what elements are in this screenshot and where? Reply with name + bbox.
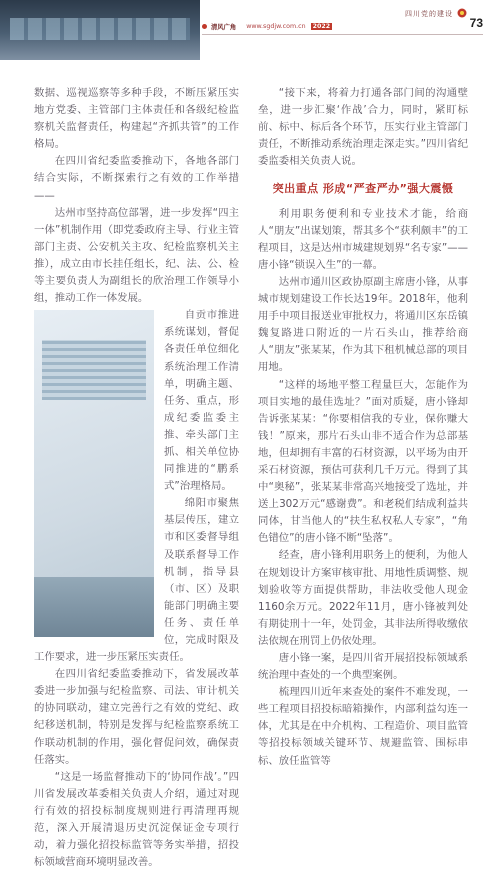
inline-photo-control-room <box>34 310 154 637</box>
paragraph: 自贡市推进系统谋划，督促各责任单位细化系统治理工作清单，明确主题、任务、重点，形成纪委监委主推、牵头部门主抓、相关单位协同推进的“鹏系式”治理格局。 <box>164 309 239 493</box>
paragraph: “这样的场地平整工程量巨大，怎能作为项目实地的最佳选址？”面对质疑，唐小锋却告诉张某某：“你要相信我的专业，保你赚大钱！”原来，那片石头山非不适合作为总部基地，但却拥有丰富的石材资源，以平场为由开采石材资源，预估可获利几千万元。得到了其中“奥秘”，张某某非常高兴地接受了选址，并送上302万元“感谢费”。和老税们结成利益共同体，甘当他人的“扶生私权私人专家”，“角色错位”的唐小锋不断“坠落”。 <box>258 378 468 545</box>
section-name: 清风广角 <box>211 24 237 31</box>
paragraph: 梳理四川近年来查处的案件不难发现，一些工程项目招投标暗箱操作，内部利益勾连一体，尤其是在中介机构、工程造价、项目监管等招投标领域关键环节、规避监管、围标串标、放任监管等 <box>258 686 468 767</box>
paragraph: 经查，唐小锋利用职务上的便利，为他人在规划设计方案审核审批、用地性质调整、规划验收等方面提供帮助，非法收受他人现金1160余万元。2022年11月，唐小锋被判处有期徒刑十一年，处罚金，其非法所得收缴依法依规在刑罚上仍依处理。 <box>258 549 468 647</box>
party-emblem-icon <box>457 8 467 18</box>
paragraph: 在四川省纪委监委推动下，省发展改革委进一步加强与纪检监察、司法、审计机关的协同联动，建立完善行之有效的党纪、政纪移送机制，特别是发挥与纪检监察系统工作联动机制的作用，强化督促问效，确保责任落实。 <box>34 668 239 766</box>
photo-window-strip <box>10 18 190 40</box>
paragraph: 绵阳市聚焦基层传压，建立市和区委督导组及联系督导工作机制，指导县（市、区）及职能部门明确主要任务、责任单位，完成时限及工作要求，进一步压紧压实责任。 <box>34 497 239 664</box>
left-column <box>34 85 239 871</box>
issue-year: 2022 <box>312 23 331 30</box>
website-url: www.sgdjw.com.cn <box>246 23 306 30</box>
header-photo <box>0 0 200 60</box>
page-number: 73 <box>469 16 483 30</box>
paragraph: 利用职务便利和专业技术才能，给商人“朋友”出谋划策，帮其多个“获利颇丰”的工程项目，这是达州市城建规划界“名专家”——唐小锋“锁误入生”的一幕。 <box>258 207 468 271</box>
paragraph: 唐小锋一案，是四川省开展招投标领域系统治理中查处的一个典型案例。 <box>258 652 468 682</box>
paragraph: 达州市通川区政协原副主席唐小锋，从事城市规划建设工作长达19年。2018年，他利用手中项目报送业审批权力，将通川区东岳镇魏复路进口附近的一片石头山，推荐给商人“朋友”张某某，作为其下租机械总部的项目用地。 <box>258 275 468 374</box>
paragraph: 达州市坚持高位部署，进一步发挥“四主一体”机制作用（即党委政府主导、行业主管部门主责、公安机关主攻、纪检监察机关主推），成立由市长挂任组长，纪、法、公、检等主要负责人为副组长的欣治理工作领导小组，推动工作一体发展。 <box>34 206 239 305</box>
photo-desk <box>34 577 154 637</box>
header-bar <box>202 22 332 31</box>
paragraph: “接下来，将着力打通各部门间的沟通壁垒，进一步汇聚‘作战’合力，同时，紧盯标前、标中、标后各个环节，压实行业主管部门责任，不断推动系统治理走深走实。”四川省纪委监委相关负责人说。 <box>258 87 468 168</box>
header-rule <box>202 34 483 35</box>
paragraph: 数据、巡视巡察等多种手段，不断压紧压实地方党委、主管部门主体责任和各级纪检监察机关监督责任，构建起“齐抓共管”的工作格局。 <box>34 87 239 151</box>
section-heading: 突出重点 形成“严查严办”强大震慑 <box>272 182 454 196</box>
paragraph: 在四川省纪委监委推动下，各地各部门结合实际，不断探索行之有效的工作举措—— <box>34 155 239 202</box>
section-dot-icon <box>202 24 207 29</box>
paragraph: “这是一场监督推动下的‘协同作战’。”四川省发展改革委相关负责人介绍，通过对现行有效的招投标制度规则进行再清理再规范，深入开展清退历史沉淀保证金专项行动，着力强化招投标监管等务实举措，招投标领域营商环境明显改善。 <box>34 770 239 869</box>
right-column <box>258 85 468 770</box>
photo-screen <box>42 340 146 400</box>
magazine-title: 四川党的建设 <box>405 10 453 18</box>
